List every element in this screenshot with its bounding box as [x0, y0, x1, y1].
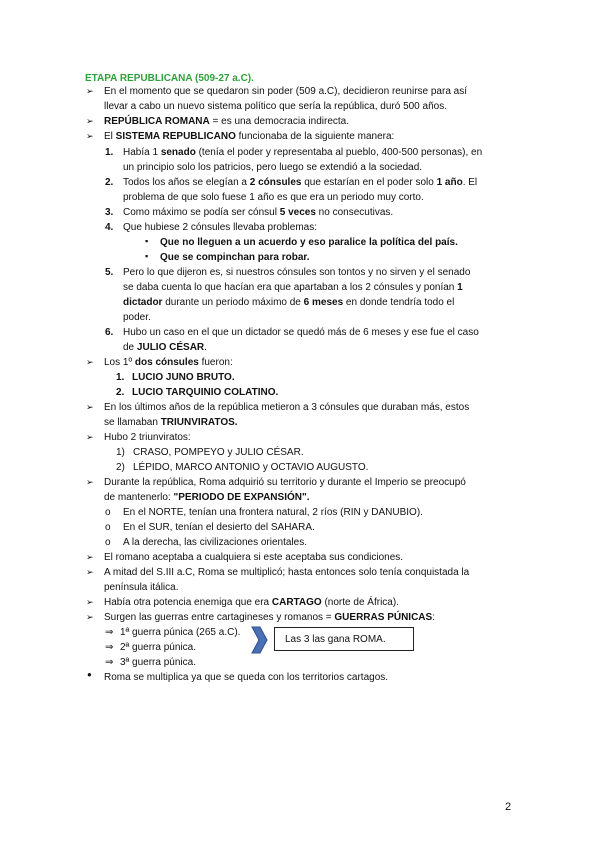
bold-term: SISTEMA REPUBLICANO: [115, 131, 236, 142]
list-item-line: problema de que solo fuese 1 año es que era un periodo muy corto.: [123, 192, 424, 203]
paragraph-line: Roma se multiplica ya que se queda con los territorios cartagos.: [104, 672, 389, 683]
square-bullet-icon: ▪: [145, 251, 149, 261]
list-item-line: [123, 147, 482, 159]
text-run: Los 1º: [104, 357, 135, 368]
text-run: .: [204, 342, 207, 353]
list-number: 1): [116, 447, 125, 458]
paragraph-line: [104, 357, 233, 369]
text-run: de: [123, 342, 137, 353]
paragraph-line: Hubo 2 triunviratos:: [104, 432, 191, 443]
arrow-bullet-icon: ➢: [86, 357, 94, 367]
paragraph-line: El romano aceptaba a cualquiera si este aceptaba sus condiciones.: [104, 552, 404, 563]
war-item: 1ª guerra púnica (265 a.C).: [120, 627, 241, 638]
paragraph-line: Durante la república, Roma adquirió su territorio y durante el Imperio se preocupó: [104, 477, 466, 488]
circle-bullet-icon: o: [105, 522, 111, 533]
circle-bullet-icon: o: [105, 537, 111, 548]
list-item-line: LUCIO TARQUINIO COLATINO.: [132, 387, 279, 398]
text-run: se daba cuenta lo que hacían era que apartaban a los 2 cónsules y ponían: [123, 282, 458, 293]
arrow-bullet-icon: ➢: [86, 432, 94, 442]
list-item-line: [123, 297, 454, 309]
section-title: ETAPA REPUBLICANA (509-27 a.C).: [85, 73, 254, 84]
arrow-bullet-icon: ➢: [86, 612, 94, 622]
text-run: funcionaba de la siguiente manera:: [235, 131, 395, 142]
list-item-line: LUCIO JUNO BRUTO.: [132, 372, 235, 383]
paragraph-line: [104, 116, 349, 128]
list-item-line: un principio solo los patricios, pero luego se extendió a la sociedad.: [123, 162, 423, 173]
bold-term: 2 cónsules: [249, 177, 302, 188]
bold-term: JULIO CÉSAR: [136, 342, 205, 353]
list-item-line: CRASO, POMPEYO y JULIO CÉSAR.: [133, 447, 304, 458]
text-run: se llamaban: [104, 417, 161, 428]
text-run: de mantenerlo:: [104, 492, 174, 503]
list-number: 2.: [116, 387, 125, 398]
paragraph-line: llevar a cabo un nuevo sistema político que sería la república, duró 500 años.: [104, 101, 447, 112]
text-run: fueron:: [198, 357, 233, 368]
bold-term: TRIUNVIRATOS.: [160, 417, 238, 428]
list-number: 5.: [105, 267, 114, 278]
text-run: no consecutivas.: [315, 207, 394, 218]
bold-term: 1: [457, 282, 463, 293]
dot-bullet-icon: ●: [87, 670, 92, 679]
implies-arrow-icon: ⇒: [105, 627, 114, 638]
text-run: El: [104, 131, 116, 142]
chevron-right-icon: [250, 626, 268, 654]
paragraph-line: [104, 417, 238, 429]
arrow-bullet-icon: ➢: [86, 597, 94, 607]
paragraph-line: [104, 612, 435, 624]
text-run: en donde tendría todo el: [343, 297, 455, 308]
implies-arrow-icon: ⇒: [105, 642, 114, 653]
arrow-bullet-icon: ➢: [86, 567, 94, 577]
text-run: Surgen las guerras entre cartagineses y romanos =: [104, 612, 335, 623]
implies-arrow-icon: ⇒: [105, 657, 114, 668]
square-bullet-icon: ▪: [145, 236, 149, 246]
war-item: 3ª guerra púnica.: [120, 657, 196, 668]
sub-list-item: Que no lleguen a un acuerdo y eso paralice la política del país.: [160, 237, 458, 248]
bold-term: CARTAGO: [271, 597, 322, 608]
list-number: 6.: [105, 327, 114, 338]
bold-term: 5 veces: [279, 207, 316, 218]
list-number: 3.: [105, 207, 114, 218]
bold-term: GUERRAS PÚNICAS: [334, 612, 433, 623]
sub-list-item: En el NORTE, tenían una frontera natural, 2 ríos (RIN y DANUBIO).: [123, 507, 423, 518]
paragraph-line: En los últimos años de la república metieron a 3 cónsules que duraban más, estos: [104, 402, 470, 413]
paragraph-line: A mitad del S.III a.C, Roma se multiplicó; hasta entonces solo tenía conquistada la: [104, 567, 470, 578]
arrow-bullet-icon: ➢: [86, 131, 94, 141]
page-number: 2: [505, 801, 512, 813]
callout-box: [274, 627, 414, 651]
text-run: :: [432, 612, 435, 623]
text-run: durante un periodo máximo de: [162, 297, 304, 308]
text-run: . El: [462, 177, 478, 188]
text-run: Como máximo se podía ser cónsul: [123, 207, 280, 218]
list-number: 1.: [116, 372, 125, 383]
text-run: que estarían en el poder solo: [301, 177, 437, 188]
text-run: (tenía el poder y representaba al pueblo, 400-500 personas), en: [195, 147, 483, 158]
text-run: = es una democracia indirecta.: [209, 116, 349, 127]
paragraph-line: En el momento que se quedaron sin poder (509 a.C), decidieron reunirse para así: [104, 86, 467, 97]
list-item-line: [123, 342, 207, 354]
bold-term: 6 meses: [303, 297, 344, 308]
paragraph-line: [104, 597, 399, 609]
list-item-line: [123, 207, 393, 219]
list-item-line: Hubo un caso en el que un dictador se quedó más de 6 meses y ese fue el caso: [123, 327, 479, 338]
text-run: Todos los años se elegían a: [123, 177, 250, 188]
bold-term: senado: [160, 147, 196, 158]
bold-term: "PERIODO DE EXPANSIÓN".: [173, 492, 310, 503]
bold-term: dictador: [123, 297, 163, 308]
arrow-bullet-icon: ➢: [86, 552, 94, 562]
list-item-line: LÉPIDO, MARCO ANTONIO y OCTAVIO AUGUSTO.: [133, 462, 369, 473]
sub-list-item: En el SUR, tenían el desierto del SAHARA.: [123, 522, 315, 533]
text-run: Había otra potencia enemiga que era: [104, 597, 272, 608]
bold-term: 1 año: [436, 177, 463, 188]
arrow-bullet-icon: ➢: [86, 86, 94, 96]
paragraph-line: península itálica.: [104, 582, 179, 593]
war-item: 2ª guerra púnica.: [120, 642, 196, 653]
arrow-bullet-icon: ➢: [86, 402, 94, 412]
bold-term: dos cónsules: [134, 357, 199, 368]
callout-text: Las 3 las gana ROMA.: [285, 634, 386, 645]
paragraph-line: [104, 492, 310, 504]
list-number: 2.: [105, 177, 114, 188]
bold-term: REPÚBLICA ROMANA: [104, 116, 210, 127]
list-item-line: Que hubiese 2 cónsules llevaba problemas:: [123, 222, 318, 233]
sub-list-item: Que se compinchan para robar.: [160, 252, 310, 263]
sub-list-item: A la derecha, las civilizaciones orientales.: [123, 537, 307, 548]
list-number: 2): [116, 462, 125, 473]
list-item-line: [123, 177, 477, 189]
list-number: 4.: [105, 222, 114, 233]
circle-bullet-icon: o: [105, 507, 111, 518]
paragraph-line: [104, 131, 394, 143]
list-number: 1.: [105, 147, 114, 158]
text-run: Había 1: [123, 147, 161, 158]
arrow-bullet-icon: ➢: [86, 116, 94, 126]
list-item-line: Pero lo que dijeron es, si nuestros cónsules son tontos y no sirven y el senado: [123, 267, 471, 278]
text-run: (norte de África).: [321, 597, 399, 608]
list-item-line: [123, 282, 463, 294]
list-item-line: poder.: [123, 312, 151, 323]
arrow-bullet-icon: ➢: [86, 477, 94, 487]
